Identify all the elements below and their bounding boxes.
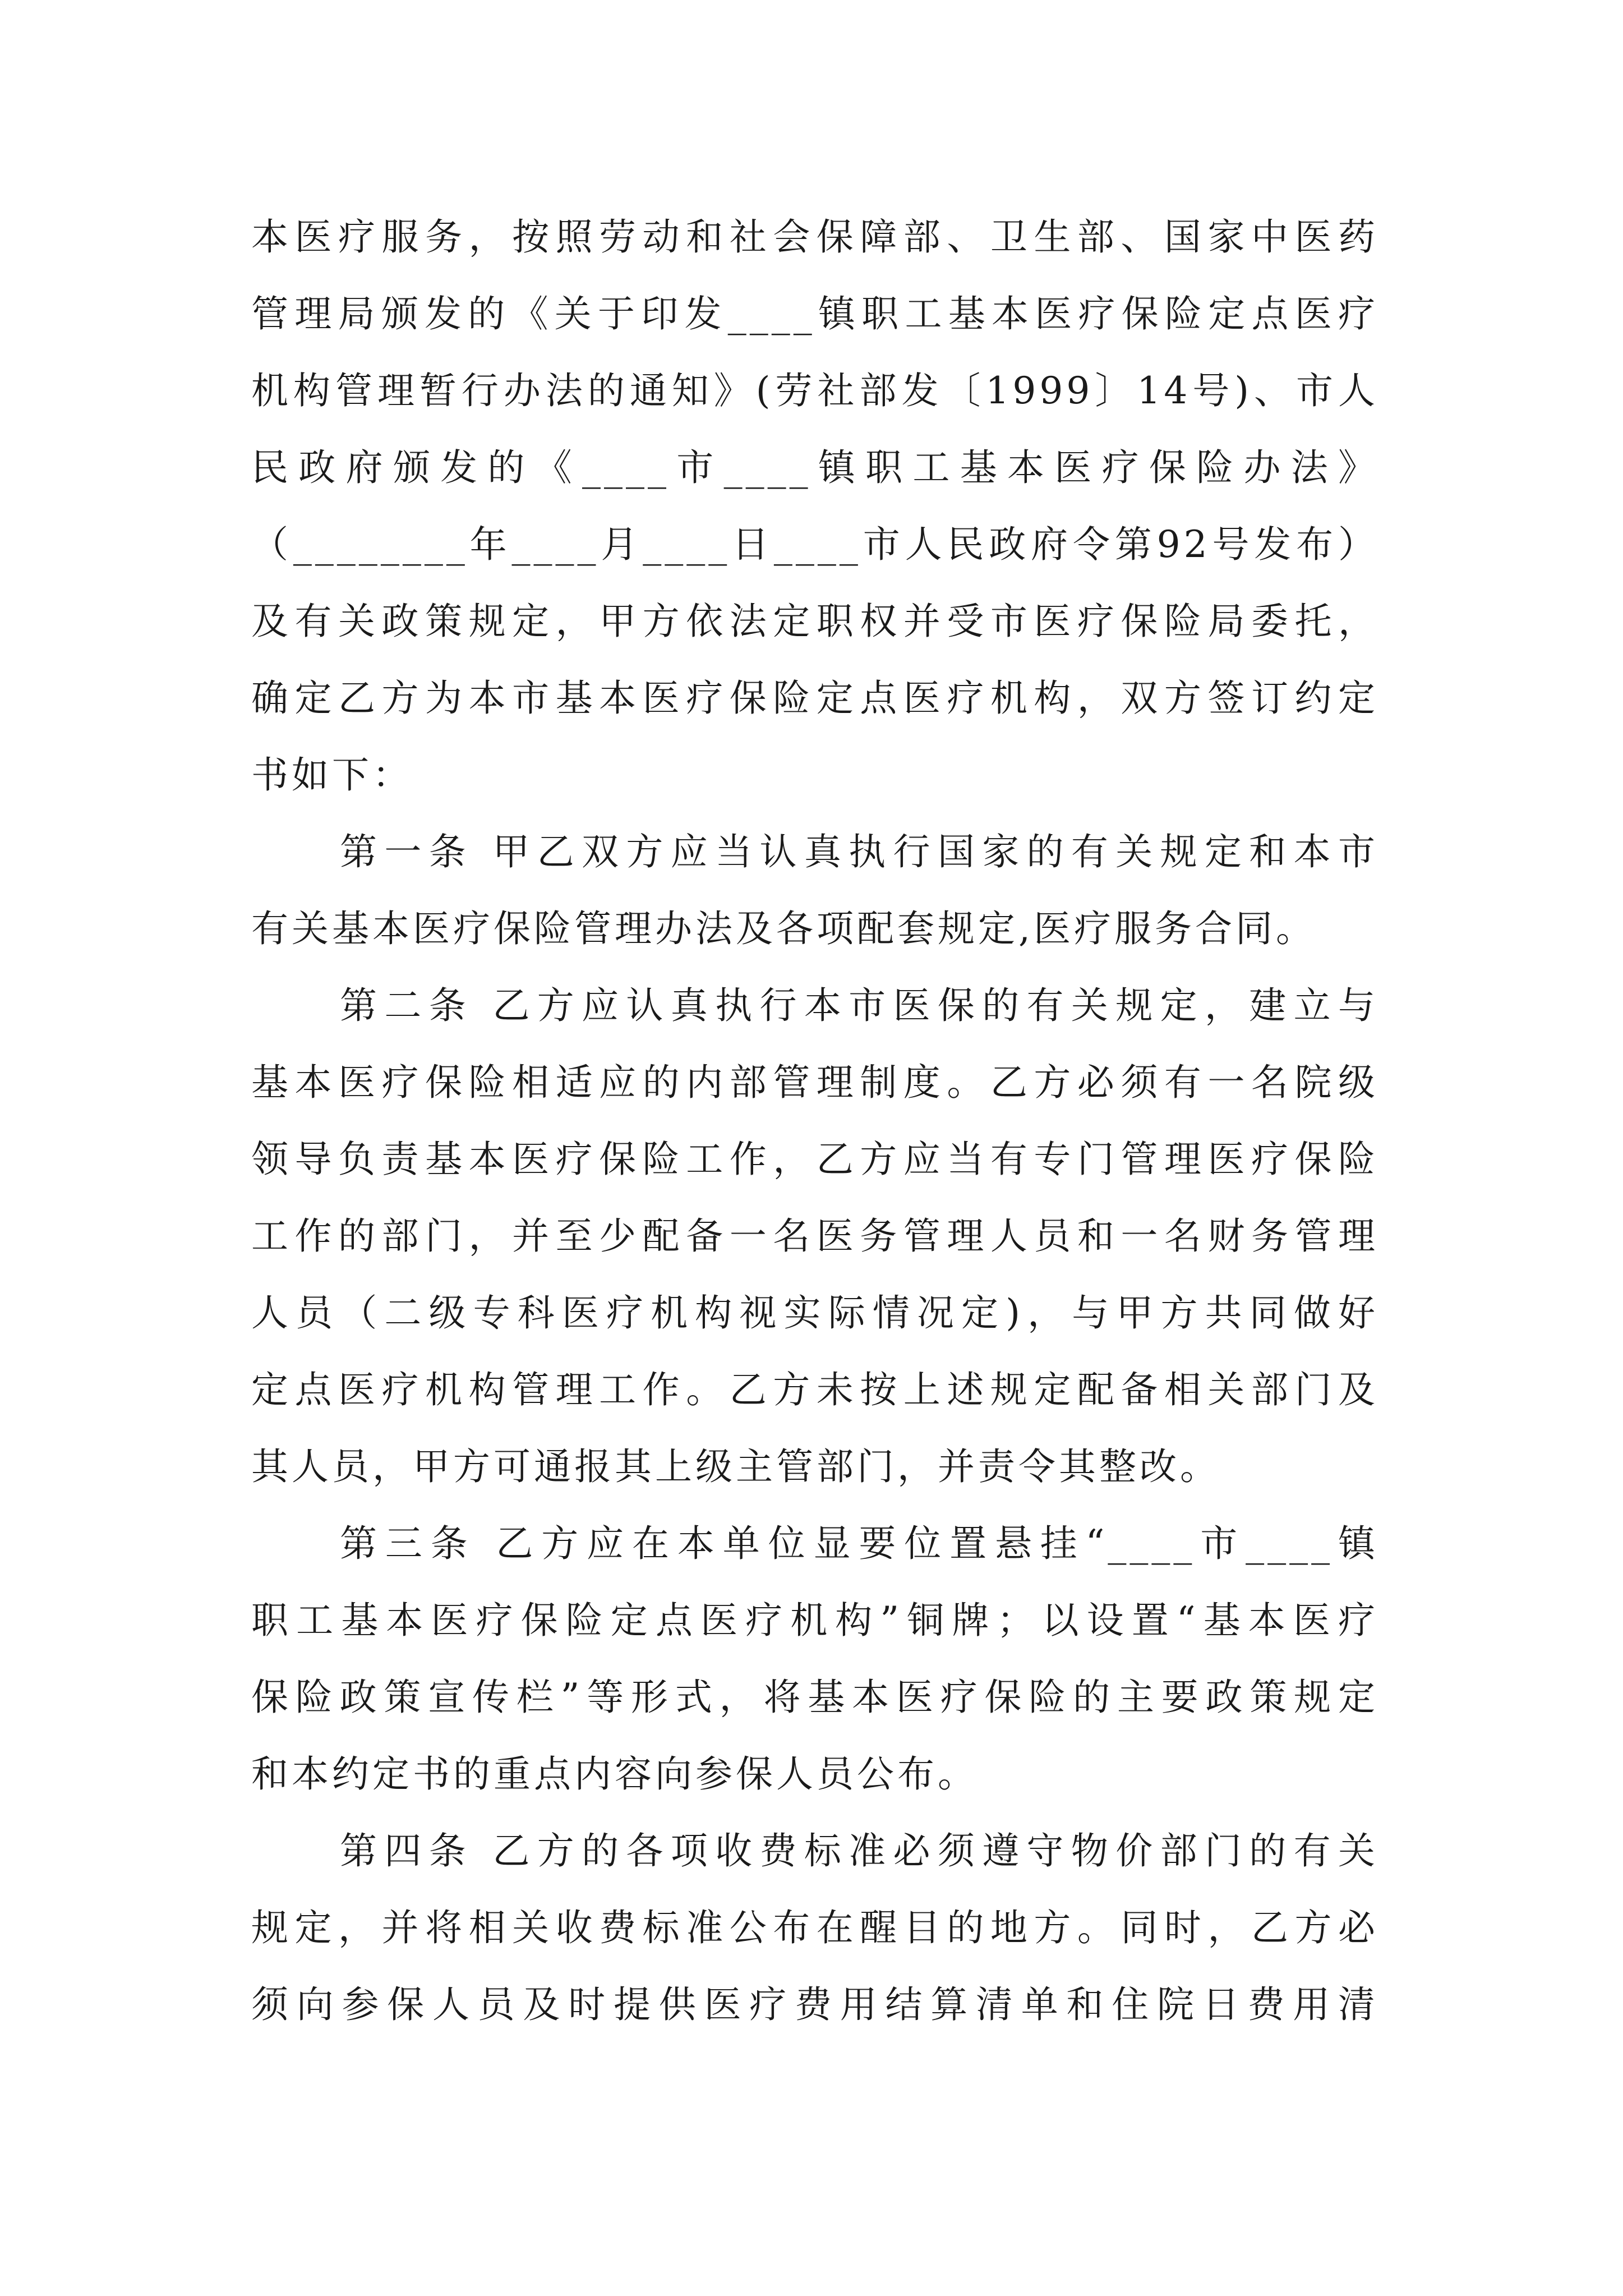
text-line: 规定，并将相关收费标准公布在醒目的地方。同时，乙方必 bbox=[251, 1906, 1378, 1949]
text-line: 有关基本医疗保险管理办法及各项配套规定,医疗服务合同。 bbox=[251, 907, 1316, 950]
text-line: 人员（二级专科医疗机构视实际情况定)，与甲方共同做好 bbox=[251, 1291, 1378, 1335]
text-line: 第四条 乙方的各项收费标准必须遵守物价部门的有关 bbox=[340, 1829, 1378, 1872]
text-line: 第二条 乙方应认真执行本市医保的有关规定，建立与 bbox=[340, 984, 1378, 1027]
text-line: 机构管理暂行办法的通知》(劳社部发〔1999〕14号)、市人 bbox=[251, 369, 1378, 412]
text-line: 确定乙方为本市基本医疗保险定点医疗机构，双方签订约定 bbox=[251, 677, 1378, 720]
text-line: 民政府颁发的《____市____镇职工基本医疗保险办法》 bbox=[251, 446, 1378, 489]
text-line: 本医疗服务，按照劳动和社会保障部、卫生部、国家中医药 bbox=[251, 215, 1378, 259]
text-line: 职工基本医疗保险定点医疗机构”铜牌；以设置“基本医疗 bbox=[251, 1599, 1378, 1642]
text-line: （________年____月____日____市人民政府令第92号发布） bbox=[251, 523, 1378, 566]
text-line: 保险政策宣传栏”等形式，将基本医疗保险的主要政策规定 bbox=[251, 1676, 1378, 1719]
document-body bbox=[251, 199, 1378, 2043]
text-line: 书如下： bbox=[251, 753, 413, 797]
text-line: 领导负责基本医疗保险工作，乙方应当有专门管理医疗保险 bbox=[251, 1138, 1378, 1181]
text-line: 须向参保人员及时提供医疗费用结算清单和住院日费用清 bbox=[251, 1983, 1378, 2026]
text-line: 及有关政策规定，甲方依法定职权并受市医疗保险局委托， bbox=[251, 600, 1378, 643]
text-line: 工作的部门，并至少配备一名医务管理人员和一名财务管理 bbox=[251, 1214, 1378, 1258]
text-line: 管理局颁发的《关于印发____镇职工基本医疗保险定点医疗 bbox=[251, 292, 1378, 335]
text-line: 第三条 乙方应在本单位显要位置悬挂“____市____镇 bbox=[340, 1522, 1378, 1565]
text-line: 其人员，甲方可通报其上级主管部门，并责令其整改。 bbox=[251, 1445, 1220, 1488]
text-line: 定点医疗机构管理工作。乙方未按上述规定配备相关部门及 bbox=[251, 1368, 1378, 1411]
text-line: 第一条 甲乙双方应当认真执行国家的有关规定和本市 bbox=[340, 830, 1378, 873]
text-line: 基本医疗保险相适应的内部管理制度。乙方必须有一名院级 bbox=[251, 1061, 1378, 1104]
text-line: 和本约定书的重点内容向参保人员公布。 bbox=[251, 1752, 978, 1796]
